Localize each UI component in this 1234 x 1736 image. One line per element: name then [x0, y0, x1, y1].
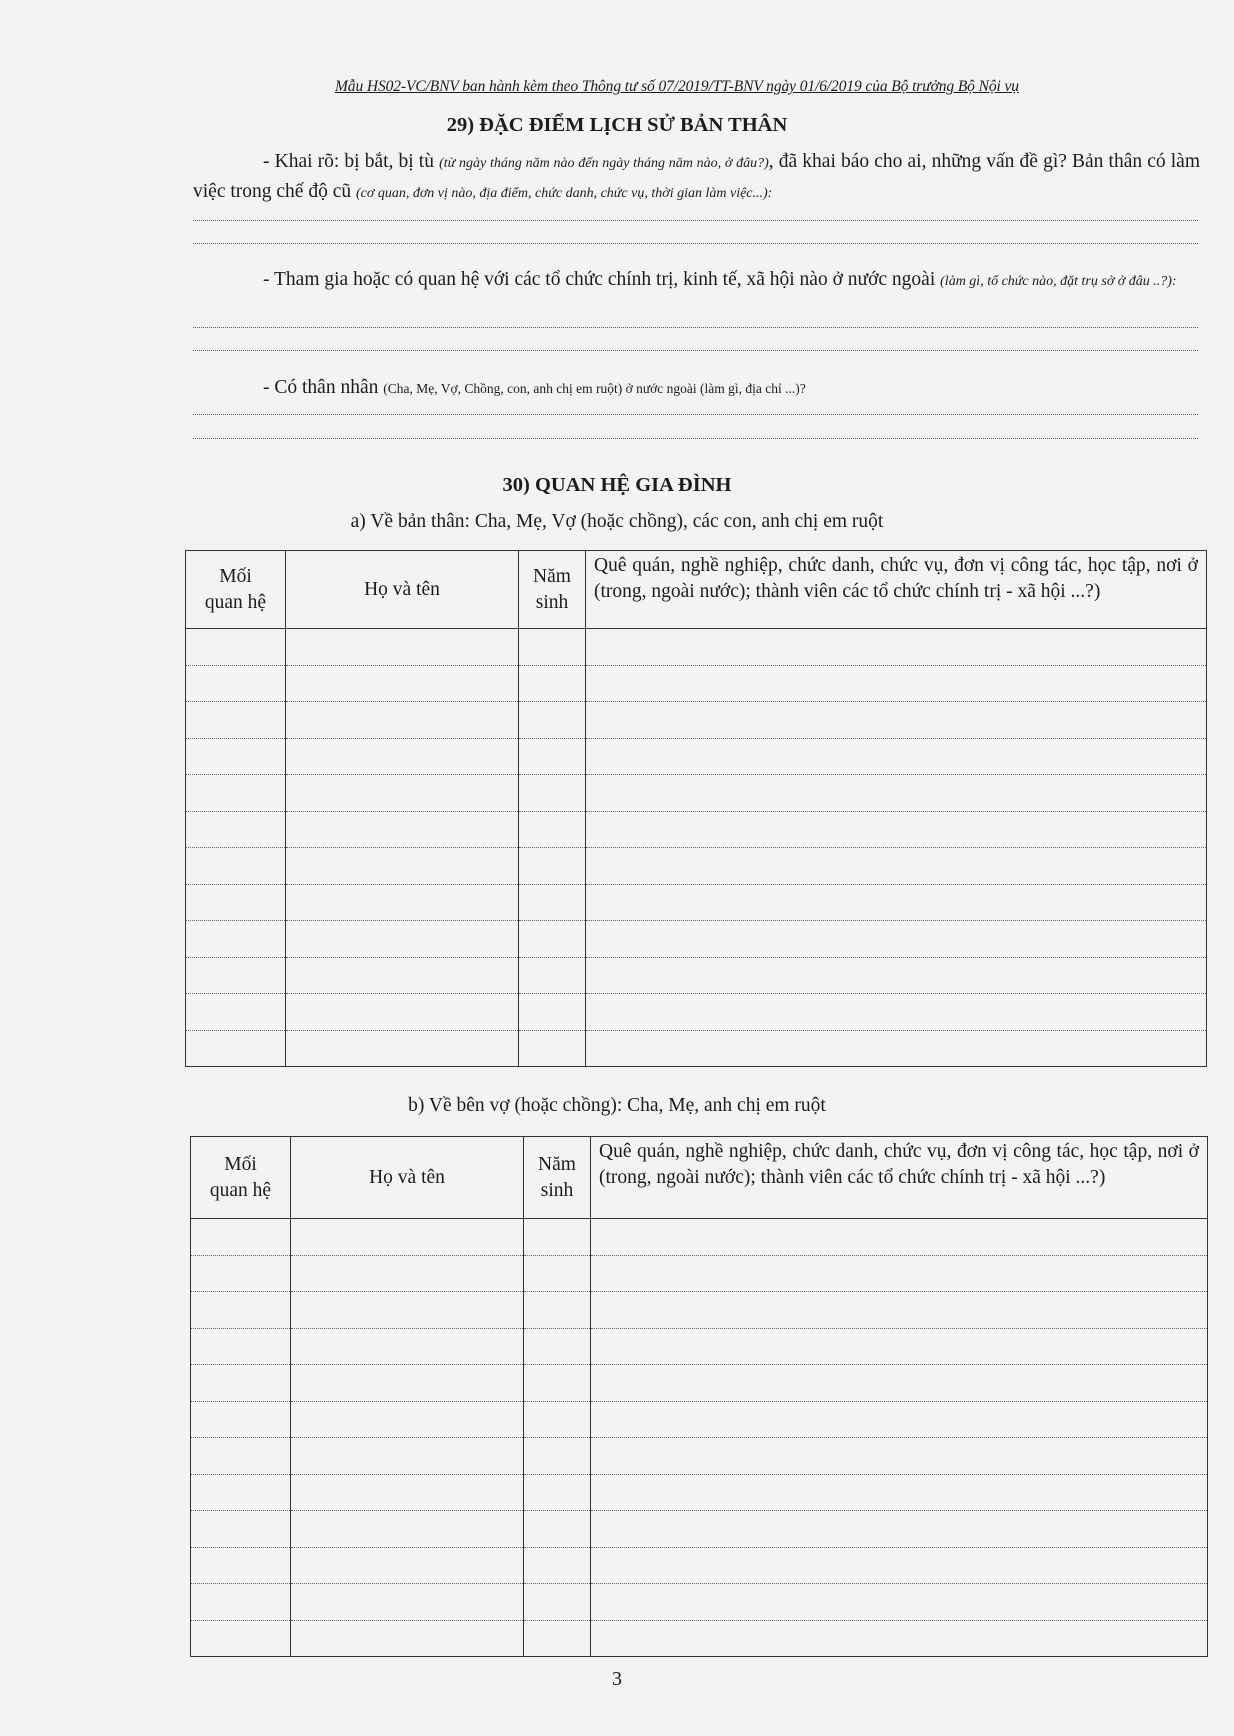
history-1-lead: - Khai rõ: bị bắt, bị tù: [263, 151, 434, 172]
table-row: [186, 994, 1207, 1031]
birth-year-cell[interactable]: [524, 1255, 591, 1292]
details-cell[interactable]: [586, 957, 1207, 994]
name-cell[interactable]: [291, 1584, 524, 1621]
name-cell[interactable]: [286, 884, 519, 921]
history-1-middle: , đã khai báo cho ai, những vấn đề gì? Bản thân có làm việc trong chế độ cũ: [193, 151, 1201, 202]
table-row: [186, 629, 1207, 666]
name-cell[interactable]: [286, 1030, 519, 1067]
birth-year-cell[interactable]: [519, 1030, 586, 1067]
birth-year-cell[interactable]: [524, 1365, 591, 1402]
name-cell[interactable]: [291, 1474, 524, 1511]
table-row: [191, 1547, 1208, 1584]
birth-year-cell[interactable]: [519, 921, 586, 958]
details-cell[interactable]: [591, 1474, 1208, 1511]
relation-cell[interactable]: [191, 1584, 291, 1621]
table-a-title: a) Về bản thân: Cha, Mẹ, Vợ (hoặc chồng), các con, anh chị em ruột: [350, 511, 884, 532]
relation-cell[interactable]: [186, 884, 286, 921]
details-cell[interactable]: [591, 1219, 1208, 1256]
birth-year-cell[interactable]: [519, 994, 586, 1031]
history-3-lead: - Có thân nhân: [263, 377, 379, 398]
name-cell[interactable]: [286, 848, 519, 885]
table-row: [191, 1474, 1208, 1511]
birth-year-cell[interactable]: [524, 1511, 591, 1548]
birth-year-cell[interactable]: [524, 1584, 591, 1621]
relation-cell[interactable]: [191, 1474, 291, 1511]
table-row: [191, 1438, 1208, 1475]
form-reference-note: Mẫu HS02-VC/BNV ban hành kèm theo Thông tư số 07/2019/TT-BNV ngày 01/6/2019 của Bộ trưởng Bộ Nội vụ: [335, 78, 1019, 95]
details-cell[interactable]: [586, 629, 1207, 666]
history-3-note: (Cha, Mẹ, Vợ, Chồng, con, anh chị em ruột) ở nước ngoài (làm gì, địa chỉ ...)?: [383, 381, 806, 396]
relation-cell[interactable]: [191, 1255, 291, 1292]
fill-line: [193, 220, 1198, 221]
col-relation-header: Mối quan hệ: [191, 1137, 291, 1219]
relation-cell[interactable]: [186, 775, 286, 812]
family-table-spouse-side: [190, 1136, 1208, 1657]
name-cell[interactable]: [291, 1438, 524, 1475]
birth-year-cell[interactable]: [524, 1547, 591, 1584]
relation-cell[interactable]: [186, 994, 286, 1031]
table-row: [191, 1255, 1208, 1292]
details-cell[interactable]: [586, 811, 1207, 848]
birth-year-cell[interactable]: [524, 1401, 591, 1438]
section-30-title: 30) QUAN HỆ GIA ĐÌNH: [502, 474, 732, 496]
name-cell[interactable]: [291, 1255, 524, 1292]
birth-year-cell[interactable]: [519, 629, 586, 666]
birth-year-cell[interactable]: [519, 775, 586, 812]
name-cell[interactable]: [286, 957, 519, 994]
name-cell[interactable]: [286, 738, 519, 775]
table-row: [191, 1292, 1208, 1329]
col-details-header: Quê quán, nghề nghiệp, chức danh, chức vụ, đơn vị công tác, học tập, nơi ở (trong, ngoài nước); thành viên các tổ chức chính trị - xã hội ...?): [591, 1137, 1208, 1219]
relation-cell[interactable]: [191, 1511, 291, 1548]
details-cell[interactable]: [586, 884, 1207, 921]
col-name-header: Họ và tên: [286, 551, 519, 629]
details-cell[interactable]: [591, 1438, 1208, 1475]
relation-cell[interactable]: [186, 848, 286, 885]
table-row: [186, 848, 1207, 885]
history-1-note-1: (từ ngày tháng năm nào đến ngày tháng năm nào, ở đâu?): [439, 156, 769, 171]
relation-cell[interactable]: [191, 1620, 291, 1657]
birth-year-cell[interactable]: [519, 811, 586, 848]
fill-line: [193, 414, 1198, 415]
relation-cell[interactable]: [186, 921, 286, 958]
relation-cell[interactable]: [186, 702, 286, 739]
details-cell[interactable]: [591, 1365, 1208, 1402]
name-cell[interactable]: [291, 1292, 524, 1329]
table-row: [186, 957, 1207, 994]
details-cell[interactable]: [591, 1511, 1208, 1548]
table-row: [186, 1030, 1207, 1067]
birth-year-cell[interactable]: [524, 1219, 591, 1256]
family-table-self: [185, 550, 1207, 1067]
name-cell[interactable]: [291, 1328, 524, 1365]
details-cell[interactable]: [591, 1620, 1208, 1657]
name-cell[interactable]: [291, 1219, 524, 1256]
name-cell[interactable]: [291, 1365, 524, 1402]
table-row: [186, 738, 1207, 775]
birth-year-cell[interactable]: [524, 1620, 591, 1657]
details-cell[interactable]: [591, 1584, 1208, 1621]
birth-year-cell[interactable]: [524, 1292, 591, 1329]
table-row: [191, 1584, 1208, 1621]
details-cell[interactable]: [586, 738, 1207, 775]
table-row: [191, 1401, 1208, 1438]
table-row: [191, 1219, 1208, 1256]
name-cell[interactable]: [286, 665, 519, 702]
col-birth-year-header: Năm sinh: [519, 551, 586, 629]
page-number: 3: [612, 1668, 622, 1690]
fill-line: [193, 327, 1198, 328]
birth-year-cell[interactable]: [519, 702, 586, 739]
history-paragraph-3: [263, 374, 1203, 403]
details-cell[interactable]: [591, 1547, 1208, 1584]
details-cell[interactable]: [586, 702, 1207, 739]
table-row: [186, 665, 1207, 702]
name-cell[interactable]: [291, 1511, 524, 1548]
table-row: [186, 811, 1207, 848]
relation-cell[interactable]: [186, 665, 286, 702]
fill-line: [193, 350, 1198, 351]
relation-cell[interactable]: [186, 738, 286, 775]
table-row: [186, 775, 1207, 812]
table-row: [191, 1511, 1208, 1548]
details-cell[interactable]: [591, 1401, 1208, 1438]
table-row: [186, 921, 1207, 958]
birth-year-cell[interactable]: [519, 738, 586, 775]
col-name-header: Họ và tên: [291, 1137, 524, 1219]
col-relation-header: Mối quan hệ: [186, 551, 286, 629]
details-cell[interactable]: [586, 921, 1207, 958]
name-cell[interactable]: [286, 702, 519, 739]
table-b-title: b) Về bên vợ (hoặc chồng): Cha, Mẹ, anh chị em ruột: [408, 1095, 826, 1116]
relation-cell[interactable]: [186, 1030, 286, 1067]
birth-year-cell[interactable]: [524, 1328, 591, 1365]
fill-line: [193, 438, 1198, 439]
details-cell[interactable]: [586, 994, 1207, 1031]
section-29-title: 29) ĐẶC ĐIỂM LỊCH SỬ BẢN THÂN: [446, 114, 788, 136]
table-row: [186, 884, 1207, 921]
birth-year-cell[interactable]: [524, 1438, 591, 1475]
birth-year-cell[interactable]: [519, 884, 586, 921]
relation-cell[interactable]: [191, 1438, 291, 1475]
relation-cell[interactable]: [186, 811, 286, 848]
col-birth-year-header: Năm sinh: [524, 1137, 591, 1219]
history-paragraph-1: [193, 148, 1200, 208]
name-cell[interactable]: [286, 994, 519, 1031]
name-cell[interactable]: [286, 811, 519, 848]
details-cell[interactable]: [591, 1292, 1208, 1329]
details-cell[interactable]: [586, 1030, 1207, 1067]
relation-cell[interactable]: [186, 957, 286, 994]
name-cell[interactable]: [286, 629, 519, 666]
table-row: [186, 702, 1207, 739]
relation-cell[interactable]: [191, 1401, 291, 1438]
relation-cell[interactable]: [191, 1365, 291, 1402]
details-cell[interactable]: [586, 848, 1207, 885]
history-paragraph-2: [193, 266, 1200, 296]
details-cell[interactable]: [591, 1255, 1208, 1292]
name-cell[interactable]: [291, 1620, 524, 1657]
name-cell[interactable]: [291, 1547, 524, 1584]
relation-cell[interactable]: [186, 629, 286, 666]
col-details-header: Quê quán, nghề nghiệp, chức danh, chức vụ, đơn vị công tác, học tập, nơi ở (trong, ngoài nước); thành viên các tổ chức chính trị - xã hội ...?): [586, 551, 1207, 629]
name-cell[interactable]: [286, 921, 519, 958]
relation-cell[interactable]: [191, 1547, 291, 1584]
history-2-lead: - Tham gia hoặc có quan hệ với các tổ chức chính trị, kinh tế, xã hội nào ở nước ngoài: [263, 269, 936, 290]
name-cell[interactable]: [291, 1401, 524, 1438]
table-row: [191, 1328, 1208, 1365]
table-row: [191, 1365, 1208, 1402]
relation-cell[interactable]: [191, 1219, 291, 1256]
birth-year-cell[interactable]: [524, 1474, 591, 1511]
history-1-note-2: (cơ quan, đơn vị nào, địa điểm, chức danh, chức vụ, thời gian làm việc...):: [355, 186, 773, 201]
relation-cell[interactable]: [191, 1292, 291, 1329]
details-cell[interactable]: [586, 665, 1207, 702]
relation-cell[interactable]: [191, 1328, 291, 1365]
details-cell[interactable]: [591, 1328, 1208, 1365]
birth-year-cell[interactable]: [519, 848, 586, 885]
birth-year-cell[interactable]: [519, 665, 586, 702]
name-cell[interactable]: [286, 775, 519, 812]
table-row: [191, 1620, 1208, 1657]
birth-year-cell[interactable]: [519, 957, 586, 994]
history-2-note: (làm gì, tổ chức nào, đặt trụ sở ở đâu ..?):: [940, 274, 1177, 289]
details-cell[interactable]: [586, 775, 1207, 812]
fill-line: [193, 243, 1198, 244]
